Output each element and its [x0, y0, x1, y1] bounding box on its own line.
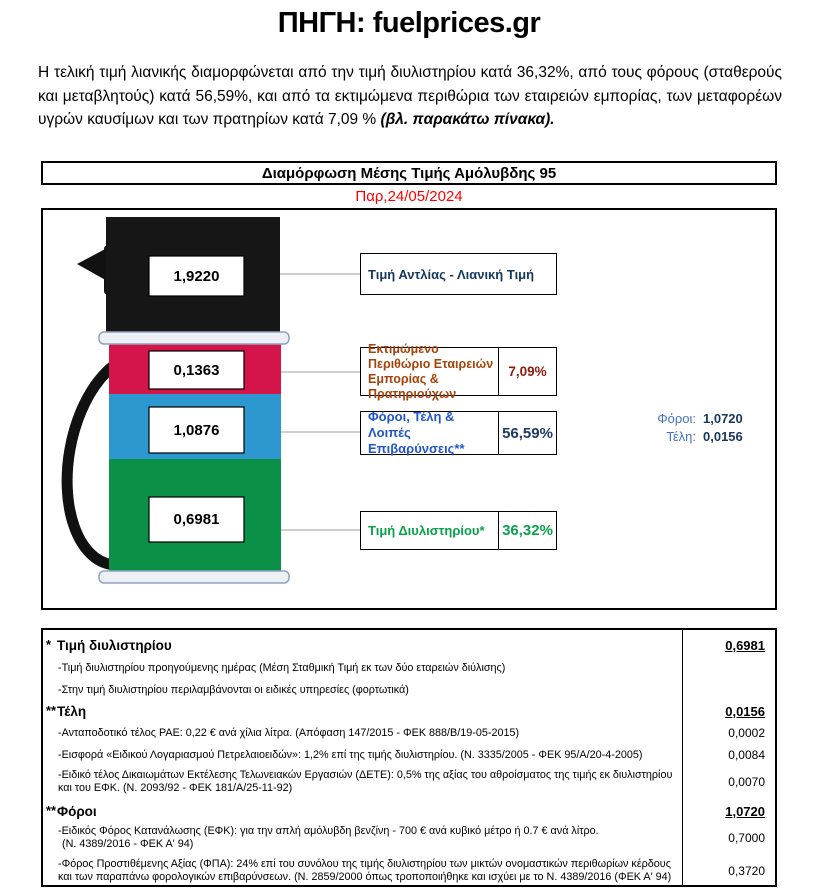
side-note-fees-label: Τέλη:	[666, 429, 696, 444]
table-row	[43, 766, 775, 798]
pump-bottom-bar	[99, 571, 289, 583]
page-title: ΠΗΓΗ: fuelprices.gr	[277, 7, 541, 39]
label-refinery-text: Τιμή Διυλιστηρίου*	[368, 523, 485, 538]
item-text-line2: (Ν. 4389/2016 - ΦΕΚ Α' 94)	[62, 838, 194, 850]
row-value: 0,6981	[725, 637, 765, 653]
table-row	[43, 823, 775, 853]
chart-title: Διαμόρφωση Μέσης Τιμής Αμόλυβδης 95	[261, 164, 557, 182]
footnote-table	[41, 628, 777, 887]
label-margin-percent: 7,09%	[498, 348, 556, 395]
pump-top-bar	[99, 332, 289, 344]
item-text: -Ανταποδοτικό τέλος ΡΑΕ: 0,22 € ανά χίλια λίτρα. (Απόφαση 147/2015 - ΦΕΚ 888/Β/19-05-2015)	[58, 726, 520, 739]
label-refinery-percent: 36,32%	[498, 512, 556, 549]
side-note-taxes-value: 1,0720	[703, 411, 743, 426]
label-box-refinery	[360, 511, 557, 550]
label-margin-text: Εκτιμώμενο Περιθώριο Εταιρειών Εμπορίας & Πρατηριούχων	[368, 341, 494, 401]
pump-value-retail: 1,9220	[173, 268, 220, 285]
row-title: Φόροι	[57, 803, 97, 819]
side-note-fees-value: 0,0156	[703, 429, 743, 444]
label-retail-text: Τιμή Αντλίας - Λιανική Τιμή	[368, 266, 535, 282]
row-value: 0,0156	[725, 703, 765, 719]
table-row	[43, 855, 775, 887]
chart-title-box	[41, 161, 777, 185]
row-title: Τιμή διυλιστηρίου	[57, 637, 172, 653]
connector-lines	[280, 274, 360, 530]
row-marker: **	[46, 703, 57, 718]
table-row	[43, 660, 775, 676]
table-row	[43, 682, 775, 698]
table-row-refinery-head	[43, 636, 775, 654]
row-marker: **	[46, 803, 57, 818]
intro-emphasis-text: (βλ. παρακάτω πίνακα).	[380, 111, 555, 128]
item-text: -Ειδικός Φόρος Κατανάλωσης (ΕΦΚ): για την απλή αμόλυβδη βενζίνη - 700 € ανά κυβικό μέτρο ή 0.7 € ανά λίτρο. (Ν. 4389/2016 - ΦΕΚ Α' 94)	[58, 825, 599, 850]
item-text: -Φόρος Προστιθέμενης Αξίας (ΦΠΑ): 24% επί του συνόλου της τιμής διυλιστηρίου των μικτών ονομαστικών περιθωρίων κέρδους και των παραπάνω φορολογικών επιβαρύνσεων. (Ν. 2859/2000 όπως τροποποιήθηκε και ισχύει με το Ν. 4389/2016 (ΦΕΚ Α' 94)	[58, 858, 672, 883]
item-text: -Εισφορά «Ειδικού Λογαριασμού Πετρελαιοειδών»: 1,2% επί της τιμής διυλιστηρίου. (Ν. 3335/2005 - ΦΕΚ 95/Α/20-4-2005)	[58, 748, 643, 761]
item-text: -Στην τιμή διυλιστηρίου περιλαμβάνονται οι ειδικές υπηρεσίες (φορτωτικά)	[58, 683, 409, 696]
table-row-taxes-head	[43, 802, 775, 820]
row-marker: *	[46, 637, 52, 652]
intro-paragraph	[38, 61, 782, 132]
label-box-retail	[360, 253, 557, 295]
item-text: -Τιμή διυλιστηρίου προηγούμενης ημέρας (Μέση Σταθμική Τιμή εκ των δύο εταρειών διύλισης)	[58, 661, 506, 674]
label-taxes-text: Φόροι, Τέλη & Λοιπές Επιβαρύνσεις**	[368, 409, 465, 456]
item-value: 0,3720	[728, 864, 765, 878]
item-value: 0,0070	[728, 775, 765, 789]
item-value: 0,0002	[728, 726, 765, 740]
label-box-taxes	[360, 411, 557, 455]
pump-value-refinery: 0,6981	[173, 511, 220, 528]
row-value: 1,0720	[725, 803, 765, 819]
pump-value-margin: 0,1363	[173, 362, 220, 379]
row-title: Τέλη	[57, 703, 87, 719]
pump-value-taxes: 1,0876	[173, 422, 220, 439]
chart-date: Παρ,24/05/2024	[355, 188, 463, 205]
item-value: 0,7000	[728, 831, 765, 845]
item-value: 0,0084	[728, 748, 765, 762]
label-taxes-percent: 56,59%	[498, 412, 556, 454]
label-box-margin	[360, 341, 557, 401]
item-value	[683, 660, 775, 676]
side-note	[657, 411, 755, 444]
item-text: -Ειδικό τέλος Δικαιωμάτων Εκτέλεσης Τελωνειακών Εργασιών (ΔΕΤΕ): 0,5% της αξίας του αθροίσματος της τιμής εκ διυλιστηρίου και του ΕΦΚ. (Ν. 2093/92 - ΦΕΚ 181/Α/25-11-92)	[58, 769, 673, 794]
table-row-fees-head	[43, 702, 775, 720]
intro-text: Η τελική τιμή λιανικής διαμορφώνεται από την τιμή διυλιστηρίου κατά 36,32%, από τους φόρους (σταθερούς και μεταβλητούς) κατά 56,59%, και από τα εκτιμώμενα περιθώρια των εταιρειών εμπορίας, των μεταφορέων υγρών καυσίμων και των πρατηρίων κατά 7,09 %	[38, 64, 782, 128]
side-note-taxes-label: Φόροι:	[657, 411, 696, 426]
table-row	[43, 725, 775, 741]
item-value	[683, 682, 775, 698]
diagram-panel	[41, 208, 777, 610]
table-row	[43, 747, 775, 763]
